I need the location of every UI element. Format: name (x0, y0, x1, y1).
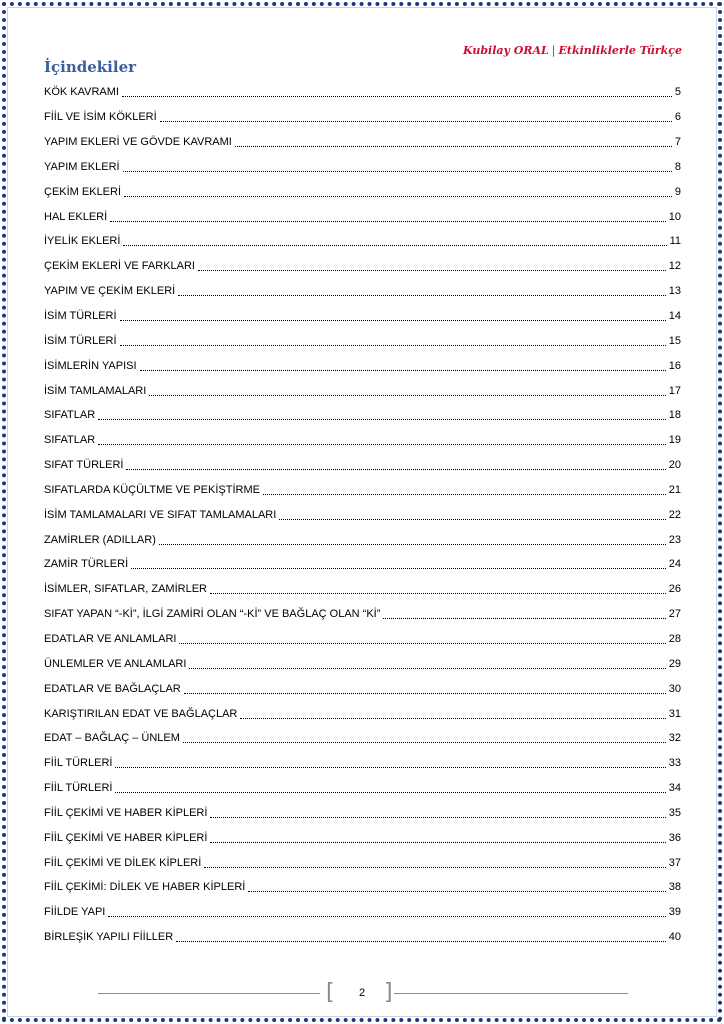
toc-entry-page: 21 (668, 483, 681, 496)
toc-dot-leader (279, 518, 665, 520)
toc-entry[interactable] (44, 105, 681, 130)
toc-entry[interactable] (44, 925, 681, 950)
toc-entry-page: 12 (668, 260, 681, 273)
toc-entry-page: 24 (668, 558, 681, 571)
toc-entry-page: 14 (668, 310, 681, 323)
toc-entry-title: İSİM TAMLAMALARI (44, 384, 147, 397)
toc-entry[interactable] (44, 602, 681, 627)
toc-dot-leader (115, 791, 665, 793)
toc-entry-title: YAPIM VE ÇEKİM EKLERİ (44, 285, 176, 298)
toc-entry-page: 18 (668, 409, 681, 422)
toc-entry[interactable] (44, 328, 681, 353)
toc-entry[interactable] (44, 502, 681, 527)
toc-entry-page: 17 (668, 384, 681, 397)
toc-entry-title: YAPIM EKLERİ (44, 160, 120, 173)
toc-dot-leader (210, 841, 665, 843)
running-header (463, 44, 682, 57)
toc-dot-leader (115, 766, 665, 768)
toc-entry[interactable] (44, 776, 681, 801)
toc-entry-title: İYELİK EKLERİ (44, 235, 121, 248)
toc-entry[interactable] (44, 800, 681, 825)
page-footer (98, 982, 628, 1006)
toc-entry[interactable] (44, 155, 681, 180)
toc-entry[interactable] (44, 527, 681, 552)
toc-entry[interactable] (44, 130, 681, 155)
toc-dot-leader (263, 493, 666, 495)
toc-entry-title: BİRLEŞİK YAPILI FİİLLER (44, 931, 174, 944)
toc-entry[interactable] (44, 80, 681, 105)
toc-entry[interactable] (44, 353, 681, 378)
toc-entry-page: 6 (674, 111, 681, 124)
toc-entry-page: 20 (668, 459, 681, 472)
toc-entry-page: 30 (668, 682, 681, 695)
toc-entry-page: 16 (668, 359, 681, 372)
toc-entry[interactable] (44, 254, 681, 279)
toc-entry-title: İSİM TÜRLERİ (44, 310, 117, 323)
page-number: 2 (358, 987, 366, 999)
toc-entry-page: 32 (668, 732, 681, 745)
toc-entry[interactable] (44, 403, 681, 428)
toc-dot-leader (123, 244, 666, 246)
toc-entry-title: FİİL ÇEKİMİ VE HABER KİPLERİ (44, 831, 208, 844)
toc-entry-page: 7 (674, 136, 681, 149)
footer-rule-right (394, 993, 628, 994)
toc-dot-leader (140, 369, 666, 371)
toc-entry-title: FİİL ÇEKİMİ VE DİLEK KİPLERİ (44, 856, 202, 869)
toc-entry[interactable] (44, 552, 681, 577)
toc-entry-page: 10 (668, 210, 681, 223)
toc-dot-leader (108, 915, 665, 917)
toc-dot-leader (184, 692, 666, 694)
toc-dot-leader (110, 220, 666, 222)
toc-dot-leader (198, 269, 666, 271)
toc-entry[interactable] (44, 651, 681, 676)
toc-entry-page: 9 (674, 185, 681, 198)
toc-entry-page: 29 (668, 657, 681, 670)
toc-entry-page: 38 (668, 881, 681, 894)
toc-entry[interactable] (44, 428, 681, 453)
toc-entry[interactable] (44, 701, 681, 726)
toc-entry-page: 19 (668, 434, 681, 447)
toc-dot-leader (149, 394, 665, 396)
toc-entry[interactable] (44, 751, 681, 776)
toc-dot-leader (204, 866, 665, 868)
toc-dot-leader (98, 443, 666, 445)
toc-entry-page: 37 (668, 856, 681, 869)
toc-entry-page: 39 (668, 906, 681, 919)
toc-dot-leader (160, 120, 672, 122)
toc-entry[interactable] (44, 850, 681, 875)
toc-entry[interactable] (44, 478, 681, 503)
toc-entry-page: 35 (668, 806, 681, 819)
toc-dot-leader (248, 890, 665, 892)
toc-entry-page: 36 (668, 831, 681, 844)
toc-entry-title: FİİL VE İSİM KÖKLERİ (44, 111, 157, 124)
toc-entry-title: KARIŞTIRILAN EDAT VE BAĞLAÇLAR (44, 707, 238, 720)
toc-entry-title: FİİL TÜRLERİ (44, 757, 113, 770)
toc-entry-title: KÖK KAVRAMI (44, 86, 119, 99)
toc-title: İçindekiler (44, 58, 137, 76)
toc-dot-leader (240, 717, 665, 719)
toc-entry[interactable] (44, 204, 681, 229)
toc-entry[interactable] (44, 179, 681, 204)
toc-entry-title: İSİMLERİN YAPISI (44, 359, 137, 372)
toc-entry-title: SIFATLAR (44, 409, 96, 422)
toc-entry-title: HAL EKLERİ (44, 210, 108, 223)
header-book-title: Etkinliklerle Türkçe (558, 44, 682, 57)
toc-dot-leader (123, 170, 672, 172)
toc-dot-leader (98, 418, 666, 420)
toc-entry-title: FİİL ÇEKİMİ VE HABER KİPLERİ (44, 806, 208, 819)
toc-entry-page: 26 (668, 583, 681, 596)
table-of-contents (44, 80, 681, 950)
toc-entry-title: ÜNLEMLER VE ANLAMLARI (44, 657, 187, 670)
toc-dot-leader (210, 592, 666, 594)
toc-entry-title: SIFATLARDA KÜÇÜLTME VE PEKİŞTİRME (44, 483, 260, 496)
toc-entry-page: 34 (668, 782, 681, 795)
toc-entry[interactable] (44, 900, 681, 925)
toc-dot-leader (179, 642, 665, 644)
toc-entry-page: 33 (668, 757, 681, 770)
toc-entry-page: 31 (668, 707, 681, 720)
toc-entry-title: ZAMİRLER (ADILLAR) (44, 533, 156, 546)
toc-dot-leader (189, 667, 665, 669)
toc-dot-leader (126, 468, 665, 470)
toc-entry-title: FİİLDE YAPI (44, 906, 106, 919)
toc-entry-page: 8 (674, 160, 681, 173)
toc-entry-title: SIFAT TÜRLERİ (44, 459, 124, 472)
toc-entry-page: 40 (668, 931, 681, 944)
toc-dot-leader (235, 145, 672, 147)
toc-dot-leader (131, 567, 666, 569)
toc-entry-title: ÇEKİM EKLERİ (44, 185, 122, 198)
toc-entry-title: İSİMLER, SIFATLAR, ZAMİRLER (44, 583, 207, 596)
toc-entry-page: 27 (668, 608, 681, 621)
toc-entry-title: İSİM TAMLAMALARI VE SIFAT TAMLAMALARI (44, 508, 277, 521)
toc-dot-leader (383, 617, 665, 619)
toc-entry-page: 15 (668, 334, 681, 347)
footer-bracket-left: [ (326, 980, 335, 1005)
toc-entry-page: 5 (674, 86, 681, 99)
toc-entry-title: FİİL ÇEKİMİ: DİLEK VE HABER KİPLERİ (44, 881, 246, 894)
toc-entry[interactable] (44, 676, 681, 701)
toc-entry[interactable] (44, 378, 681, 403)
toc-entry-page: 13 (668, 285, 681, 298)
toc-dot-leader (176, 940, 666, 942)
footer-rule-left (98, 993, 320, 994)
toc-entry[interactable] (44, 627, 681, 652)
toc-entry-title: EDATLAR VE ANLAMLARI (44, 632, 177, 645)
toc-dot-leader (159, 543, 666, 545)
toc-entry-page: 23 (668, 533, 681, 546)
toc-entry[interactable] (44, 304, 681, 329)
toc-dot-leader (210, 816, 665, 818)
toc-entry[interactable] (44, 726, 681, 751)
footer-bracket-right: ] (384, 980, 393, 1005)
toc-entry-title: EDATLAR VE BAĞLAÇLAR (44, 682, 181, 695)
header-author: Kubilay ORAL (463, 44, 549, 57)
toc-entry-title: ÇEKİM EKLERİ VE FARKLARI (44, 260, 195, 273)
toc-dot-leader (183, 741, 666, 743)
toc-entry-page: 22 (668, 508, 681, 521)
toc-entry-title: FİİL TÜRLERİ (44, 782, 113, 795)
toc-entry-title: İSİM TÜRLERİ (44, 334, 117, 347)
toc-entry-title: SIFATLAR (44, 434, 96, 447)
toc-entry-page: 28 (668, 632, 681, 645)
toc-entry[interactable] (44, 875, 681, 900)
toc-dot-leader (178, 294, 666, 296)
toc-dot-leader (122, 95, 672, 97)
header-separator: | (551, 44, 556, 57)
toc-entry[interactable] (44, 279, 681, 304)
toc-entry-title: EDAT – BAĞLAÇ – ÜNLEM (44, 732, 180, 745)
toc-entry[interactable] (44, 229, 681, 254)
toc-entry-title: SIFAT YAPAN “-Kİ”, İLGİ ZAMİRİ OLAN “-Kİ” VE BAĞLAÇ OLAN “Kİ” (44, 608, 381, 621)
toc-entry[interactable] (44, 825, 681, 850)
toc-entry-title: ZAMİR TÜRLERİ (44, 558, 129, 571)
toc-entry-title: YAPIM EKLERİ VE GÖVDE KAVRAMI (44, 136, 232, 149)
toc-dot-leader (124, 195, 672, 197)
toc-dot-leader (120, 344, 666, 346)
toc-dot-leader (120, 319, 666, 321)
toc-entry-page: 11 (669, 235, 681, 248)
toc-entry[interactable] (44, 577, 681, 602)
toc-entry[interactable] (44, 453, 681, 478)
